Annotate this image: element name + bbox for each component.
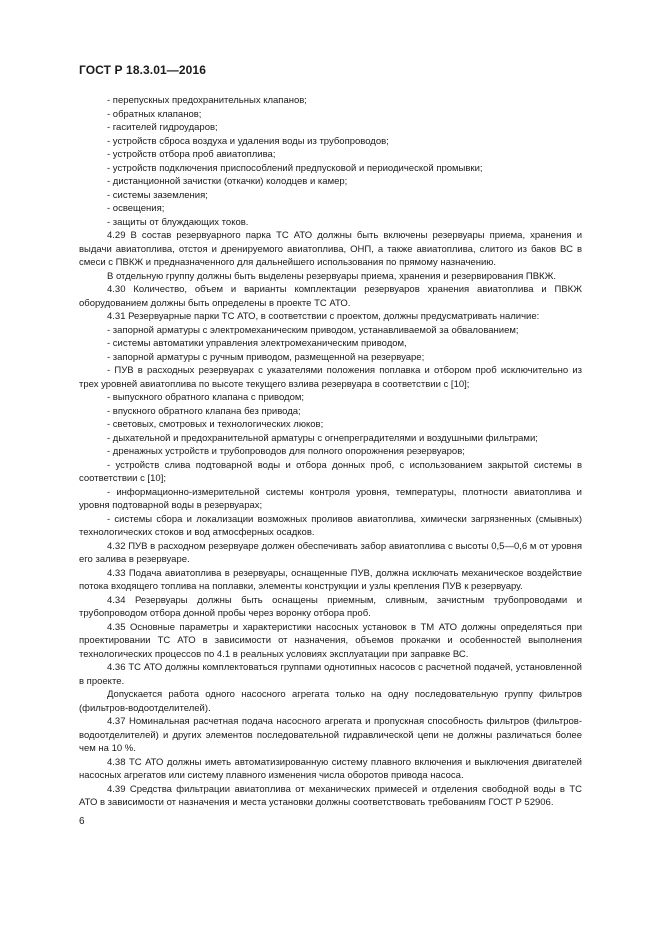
page-number: 6 — [79, 816, 85, 827]
document-header: ГОСТ Р 18.3.01—2016 — [79, 63, 206, 77]
list-item: - системы сбора и локализации возможных проливов авиатоплива, химически загрязненных (смывных) технологических стоков и вод атмосферных осадков. — [79, 513, 582, 538]
paragraph: 4.37 Номинальная расчетная подача насосного агрегата и пропускная способность фильтров (фильтров-водоотделителей) и других элементов последовательной гидравлической цепи не должны различаться более чем на 10 %. — [79, 716, 582, 754]
paragraph: 4.30 Количество, объем и варианты комплектации резервуаров хранения авиатоплива и ПВКЖ оборудованием должны быть определены в проекте ТС АТО. — [79, 284, 582, 309]
list-item: - информационно-измерительной системы контроля уровня, температуры, плотности авиатоплива и уровня подтоварной воды в резервуарах; — [79, 486, 582, 511]
list-item: - освещения; — [107, 203, 165, 214]
paragraph: 4.35 Основные параметры и характеристики насосных установок в ТМ АТО должны определяться при проектировании ТС АТО в зависимости от назначения, объемов прокачки и особенностей выполнения технологических процессов по 4.1 в реальных условиях эксплуатации при заправке ВС. — [79, 621, 582, 660]
list-item: - запорной арматуры с электромеханическим приводом, устанавливаемой за обвалованием; — [107, 324, 519, 336]
list-item: - защиты от блуждающих токов. — [107, 216, 249, 228]
paragraph: 4.31 Резервуарные парки ТС АТО, в соответствии с проектом, должны предусматривать наличие: — [107, 311, 540, 322]
paragraph: 4.32 ПУВ в расходном резервуаре должен обеспечивать забор авиатоплива с высоты 0,5—0,6 м от уровня его залива в резервуаре. — [79, 540, 582, 565]
list-item: - световых, смотровых и технологических люков; — [107, 419, 324, 430]
list-item: - выпускного обратного клапана с приводом; — [107, 392, 305, 403]
list-item: - дистанционной зачистки (откачки) колодцев и камер; — [107, 176, 348, 187]
document-body — [79, 94, 582, 810]
list-item: - системы заземления; — [107, 189, 208, 201]
paragraph: 4.38 ТС АТО должны иметь автоматизированную систему плавного включения и выключения двигателей насосных агрегатов или систему плавного изменения числа оборотов привода насоса. — [79, 756, 582, 781]
list-item: - перепускных предохранительных клапанов; — [107, 95, 307, 106]
paragraph: 4.34 Резервуары должны быть оснащены приемным, сливным, зачистным трубопроводами и трубопроводом отбора донной пробы через воронку отбора проб. — [79, 594, 582, 619]
list-item: - гасителей гидроударов; — [107, 122, 218, 133]
list-item: - обратных клапанов; — [107, 108, 202, 120]
list-item: - устройств отбора проб авиатоплива; — [107, 149, 276, 160]
paragraph: В отдельную группу должны быть выделены резервуары приема, хранения и резервирования ПВКЖ. — [107, 270, 556, 282]
paragraph: 4.29 В состав резервуарного парка ТС АТО должны быть включены резервуары приема, хранения и выдачи авиатоплива, отстоя и дренируемого авиатоплива, ОНП, а также авиатоплива, слитого из баков ВС в смеси с ПВКЖ и предназначенного для дальнейшего использования по прямому назначению. — [79, 230, 582, 268]
paragraph: 4.36 ТС АТО должны комплектоваться группами однотипных насосов с расчетной подачей, установленной в проекте. — [79, 662, 582, 687]
list-item: - устройств сброса воздуха и удаления воды из трубопроводов; — [107, 135, 389, 147]
list-item: - устройств слива подтоварной воды и отбора донных проб, с использованием закрытой системы в соответствии с [10]; — [79, 459, 582, 484]
list-item: - устройств подключения приспособлений предпусковой и периодической промывки; — [107, 162, 483, 174]
list-item: - запорной арматуры с ручным приводом, размещенной на резервуаре; — [107, 351, 425, 363]
list-item: - ПУВ в расходных резервуарах с указателями положения поплавка и отбором проб исключительно из трех уровней авиатоплива по высоте текущего взлива резервуара в соответствии с [10]; — [79, 365, 582, 390]
list-item: - системы автоматики управления электромеханическим приводом, — [107, 338, 407, 349]
paragraph: Допускается работа одного насосного агрегата только на одну последовательную группу фильтров (фильтров-водоотделителей). — [79, 689, 582, 714]
list-item: - дренажных устройств и трубопроводов для полного опорожнения резервуаров; — [107, 446, 465, 457]
paragraph: 4.33 Подача авиатоплива в резервуары, оснащенные ПУВ, должна исключать механическое воздействие потока входящего топлива на поплавки, элементы конструкции и узлы крепления ПУВ к резервуару. — [79, 567, 582, 592]
list-item: - впускного обратного клапана без привода; — [107, 405, 301, 417]
list-item: - дыхательной и предохранительной арматуры с огнепреградителями и воздушными фильтрами; — [107, 432, 538, 444]
paragraph: 4.39 Средства фильтрации авиатоплива от механических примесей и отделения свободной воды в ТС АТО в зависимости от назначения и места установки должны соответствовать требованиям ГОСТ Р 52906. — [79, 783, 582, 808]
